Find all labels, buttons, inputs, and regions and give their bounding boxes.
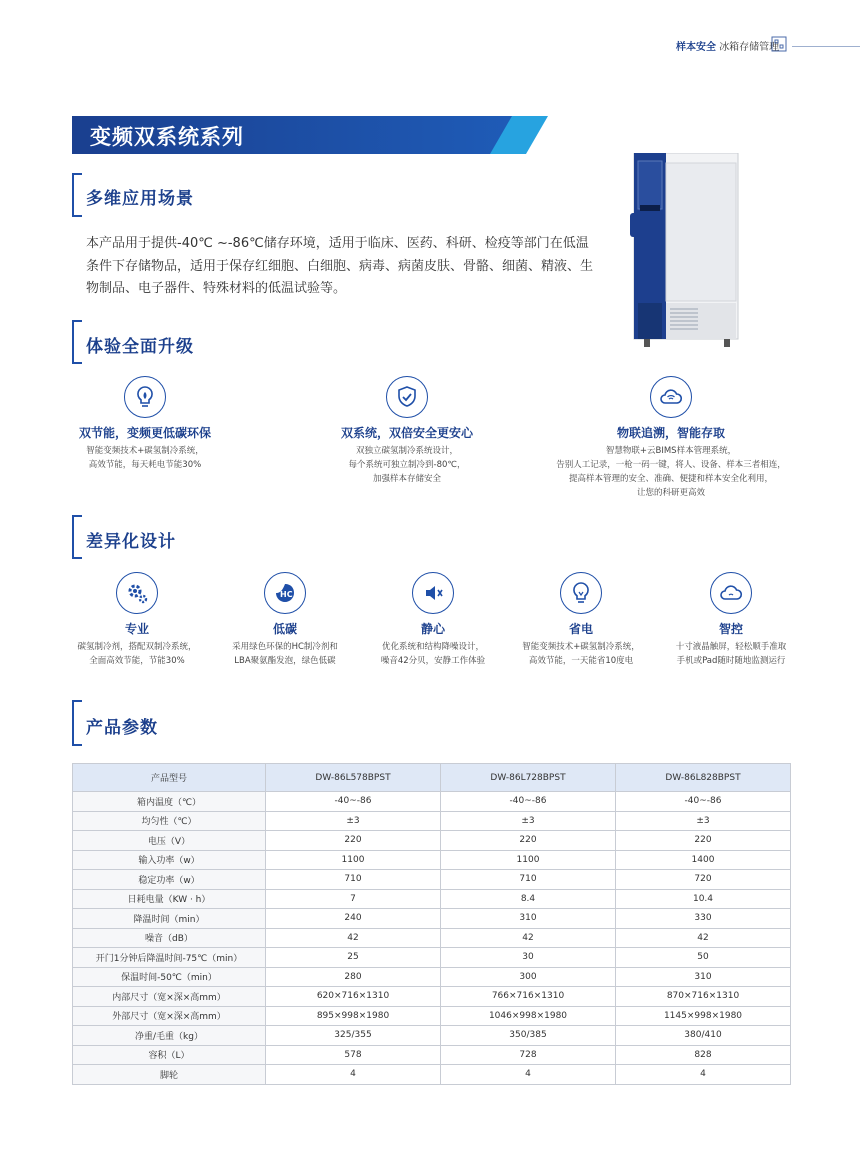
feature-desc	[60, 444, 230, 472]
table-cell: 300	[441, 967, 616, 987]
table-cell: 380/410	[616, 1026, 791, 1046]
table-header-row	[73, 764, 791, 792]
desc-line: 采用绿色环保的HC制冷剂和	[232, 642, 338, 652]
table-row	[73, 811, 791, 831]
desc-line: 噪音42分贝，安静工作体验	[380, 656, 486, 666]
table-cell: ±3	[441, 811, 616, 831]
design-feature	[660, 572, 802, 668]
table-row-label: 容积（L）	[73, 1045, 266, 1065]
table-cell: 728	[441, 1045, 616, 1065]
upgrade-feature	[60, 376, 230, 472]
section-bracket	[72, 173, 82, 217]
section-bracket	[72, 700, 82, 746]
feature-desc	[66, 640, 208, 668]
table-cell: 310	[441, 909, 616, 929]
table-row	[73, 1026, 791, 1046]
table-cell: 25	[266, 948, 441, 968]
feature-title: 省电	[568, 622, 593, 636]
table-cell: 42	[441, 928, 616, 948]
table-cell: 350/385	[441, 1026, 616, 1046]
feature-desc	[660, 640, 802, 668]
table-cell: 10.4	[616, 889, 791, 909]
section-title-params: 产品参数	[86, 718, 158, 738]
feature-desc	[214, 640, 356, 668]
table-cell: 4	[266, 1065, 441, 1085]
table-cell: 710	[441, 870, 616, 890]
table-cell: 280	[266, 967, 441, 987]
section-title-scenes: 多维应用场景	[86, 189, 194, 209]
table-row	[73, 987, 791, 1007]
table-cell: 578	[266, 1045, 441, 1065]
table-row	[73, 850, 791, 870]
header-tag-rest: 冰箱存储管理	[719, 42, 780, 53]
section-title-design: 差异化设计	[86, 532, 176, 552]
table-header-cell: DW-86L728BPST	[441, 764, 616, 792]
table-cell: 42	[266, 928, 441, 948]
section-bracket	[72, 320, 82, 364]
feature-desc	[362, 640, 504, 668]
freezer-image	[628, 153, 740, 349]
intro-paragraph	[86, 233, 606, 301]
table-cell: 220	[616, 831, 791, 851]
title-banner	[72, 116, 548, 154]
table-cell: -40~-86	[616, 792, 791, 812]
table-cell: 220	[266, 831, 441, 851]
header-tag-bold: 样本安全	[676, 42, 716, 53]
table-cell: 220	[441, 831, 616, 851]
feature-desc	[536, 444, 806, 500]
desc-line: 智能变频技术+碳氢制冷系统，	[522, 642, 640, 652]
desc-line: 优化系统和结构降噪设计，	[381, 642, 484, 652]
upgrade-feature	[322, 376, 492, 486]
table-header-cell: 产品型号	[73, 764, 266, 792]
table-cell: 870×716×1310	[616, 987, 791, 1007]
table-cell: 325/355	[266, 1026, 441, 1046]
feature-title: 专业	[124, 622, 149, 636]
table-cell: ±3	[616, 811, 791, 831]
table-row-label: 均匀性（℃）	[73, 811, 266, 831]
desc-line: 十寸液晶触屏，轻松顺手准取	[675, 642, 787, 652]
design-feature	[362, 572, 504, 668]
table-row-label: 日耗电量（KW · h）	[73, 889, 266, 909]
desc-line: 告别人工记录，一枪一码一键，将人、设备、样本三者相连，	[556, 460, 786, 470]
desc-line: 加强样本存储安全	[372, 474, 441, 484]
header-divider	[792, 46, 860, 47]
feature-desc	[510, 640, 652, 668]
design-feature	[510, 572, 652, 668]
table-cell: 240	[266, 909, 441, 929]
upgrade-feature	[536, 376, 806, 500]
table-row	[73, 1045, 791, 1065]
table-cell: 720	[616, 870, 791, 890]
table-cell: 7	[266, 889, 441, 909]
table-cell: 8.4	[441, 889, 616, 909]
cloud-icon	[710, 572, 752, 614]
intro-line: 本产品用于提供-40℃ ~-86℃储存环境，适用于临床、医药、科研、检疫等部门在低温	[86, 236, 589, 251]
table-cell: 330	[616, 909, 791, 929]
section-title-upgrade: 体验全面升级	[86, 337, 194, 357]
table-cell: 1145×998×1980	[616, 1006, 791, 1026]
desc-line: 智慧物联+云BIMS样本管理系统，	[605, 446, 737, 456]
table-row-label: 噪音（dB）	[73, 928, 266, 948]
table-row-label: 降温时间（min）	[73, 909, 266, 929]
table-row	[73, 1065, 791, 1085]
table-row-label: 脚轮	[73, 1065, 266, 1085]
feature-title: 双系统，双倍安全更安心	[340, 426, 473, 440]
table-row	[73, 792, 791, 812]
spec-table-grid	[72, 763, 791, 1085]
hc-leaf-icon	[264, 572, 306, 614]
table-row	[73, 909, 791, 929]
intro-line: 条件下存储物品，适用于保存红细胞、白细胞、病毒、病菌皮肤、骨骼、细菌、精液、生	[86, 258, 594, 274]
table-cell: -40~-86	[266, 792, 441, 812]
table-row	[73, 831, 791, 851]
table-row	[73, 928, 791, 948]
desc-line: 高效节能，一天能省10度电	[528, 656, 634, 666]
desc-line: 智能变频技术+碳氢制冷系统，	[86, 446, 204, 456]
table-cell: 1400	[616, 850, 791, 870]
table-row-label: 开门1分钟后降温时间-75℃（min）	[73, 948, 266, 968]
table-row-label: 电压（V）	[73, 831, 266, 851]
table-cell: 42	[616, 928, 791, 948]
spec-table	[72, 763, 790, 1085]
desc-line: 每个系统可独立制冷到-80℃，	[348, 460, 466, 470]
feature-title: 物联追溯，智能存取	[616, 426, 725, 440]
table-cell: -40~-86	[441, 792, 616, 812]
table-row	[73, 870, 791, 890]
table-row-label: 输入功率（w）	[73, 850, 266, 870]
table-cell: 310	[616, 967, 791, 987]
cloud-iot-icon	[650, 376, 692, 418]
feature-title: 静心	[420, 622, 445, 636]
desc-line: 高效节能，每天耗电节能30%	[88, 460, 202, 470]
table-cell: 828	[616, 1045, 791, 1065]
table-cell: 1100	[266, 850, 441, 870]
table-cell: 50	[616, 948, 791, 968]
table-row-label: 净重/毛重（kg）	[73, 1026, 266, 1046]
table-header-cell: DW-86L828BPST	[616, 764, 791, 792]
table-row-label: 外部尺寸（宽×深×高mm）	[73, 1006, 266, 1026]
table-cell: 1046×998×1980	[441, 1006, 616, 1026]
table-cell: 620×716×1310	[266, 987, 441, 1007]
lightbulb-leaf-icon	[124, 376, 166, 418]
banner-title: 变频双系统系列	[90, 125, 244, 149]
feature-desc	[322, 444, 492, 486]
design-feature	[214, 572, 356, 668]
table-row	[73, 948, 791, 968]
grid-frame-icon	[771, 36, 787, 52]
table-cell: 895×998×1980	[266, 1006, 441, 1026]
desc-line: 提高样本管理的安全、准确、便捷和样本安全化利用，	[568, 474, 773, 484]
table-cell: 766×716×1310	[441, 987, 616, 1007]
table-row	[73, 889, 791, 909]
feature-title: 双节能，变频更低碳环保	[78, 426, 211, 440]
table-row-label: 保温时间-50℃（min）	[73, 967, 266, 987]
svg-text:HC: HC	[280, 590, 293, 599]
feature-title: 低碳	[272, 622, 297, 636]
desc-line: 全面高效节能，节能30%	[89, 656, 185, 666]
table-cell: 1100	[441, 850, 616, 870]
desc-line: 手机或Pad随时随地监测运行	[676, 656, 786, 666]
lightbulb-icon	[560, 572, 602, 614]
desc-line: LBA聚氨酯发泡，绿色低碳	[234, 656, 336, 666]
shield-check-icon	[386, 376, 428, 418]
table-cell: 4	[441, 1065, 616, 1085]
table-cell: 30	[441, 948, 616, 968]
table-header-cell: DW-86L578BPST	[266, 764, 441, 792]
table-row-label: 箱内温度（℃）	[73, 792, 266, 812]
gears-icon	[116, 572, 158, 614]
table-cell: 4	[616, 1065, 791, 1085]
desc-line: 双独立碳氢制冷系统设计，	[355, 446, 458, 456]
table-cell: 710	[266, 870, 441, 890]
speaker-mute-icon	[412, 572, 454, 614]
header-tag	[676, 38, 779, 53]
table-cell: ±3	[266, 811, 441, 831]
intro-line: 物制品、电子器件、特殊材料的低温试验等。	[86, 281, 347, 296]
table-row-label: 稳定功率（w）	[73, 870, 266, 890]
design-feature	[66, 572, 208, 668]
desc-line: 碳氢制冷剂，搭配双制冷系统，	[77, 642, 197, 652]
feature-title: 智控	[718, 622, 743, 636]
table-row	[73, 967, 791, 987]
table-row-label: 内部尺寸（宽×深×高mm）	[73, 987, 266, 1007]
desc-line: 让您的科研更高效	[636, 488, 705, 498]
section-bracket	[72, 515, 82, 559]
table-row	[73, 1006, 791, 1026]
